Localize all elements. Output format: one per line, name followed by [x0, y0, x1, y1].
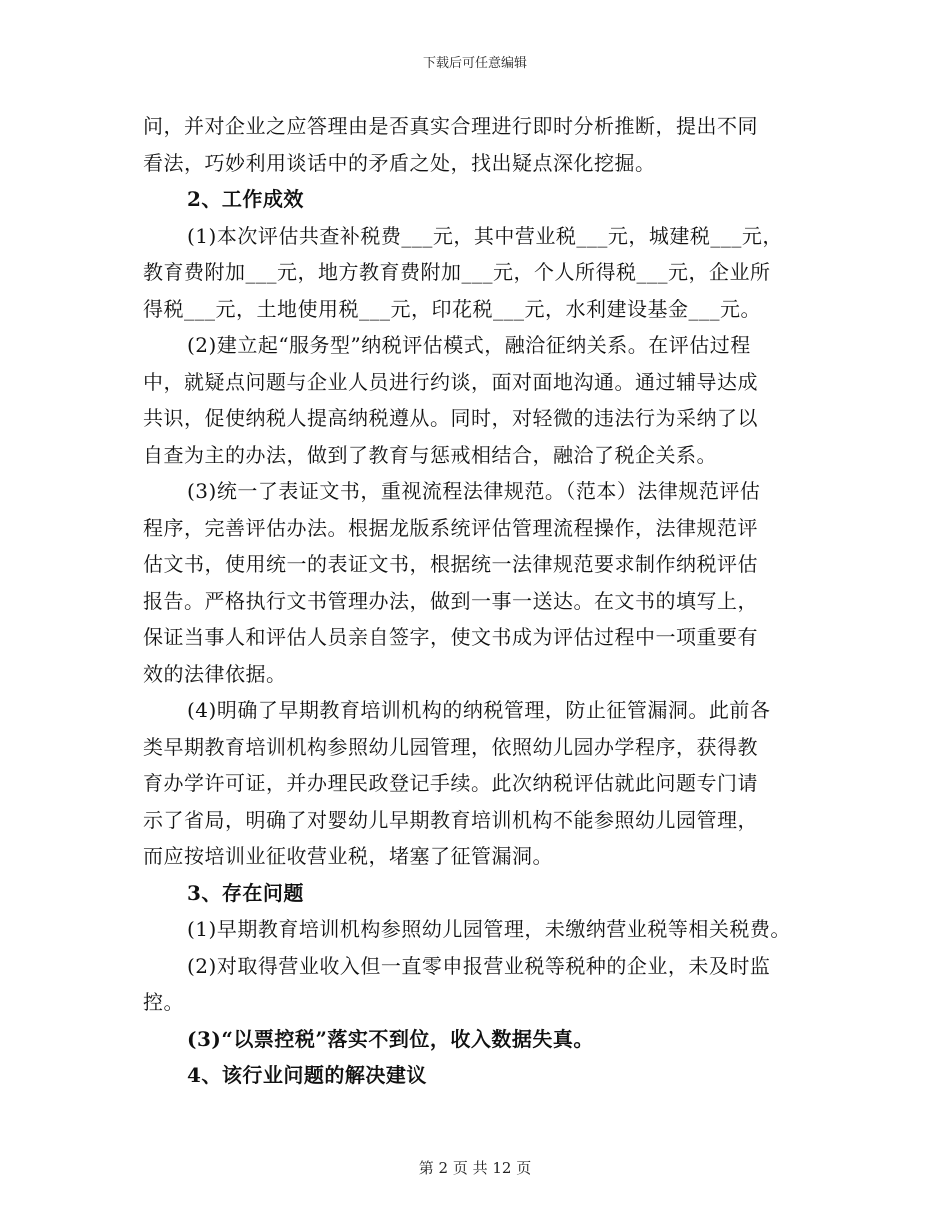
- section-heading-line: 4、该行业问题的解决建议: [187, 1063, 427, 1087]
- text-line: 看法，巧妙利用谈话中的矛盾之处，找出疑点深化挖掘。: [143, 150, 656, 175]
- text-line: 中，就疑点问题与企业人员进行约谈，面对面地沟通。通过辅导达成: [143, 369, 758, 394]
- text-line: 得税___元，土地使用税___元，印花税___元，水利建设基金___元。: [143, 296, 761, 321]
- text-line: 控。: [143, 990, 184, 1014]
- text-line: 问，并对企业之应答理由是否真实合理进行即时分析推断，提出不同: [143, 114, 758, 138]
- text-line: (1)本次评估共查补税费___元，其中营业税___元，城建税___元，: [187, 223, 783, 248]
- text-line: 教育费附加___元，地方教育费附加___元，个人所得税___元，企业所: [143, 260, 771, 284]
- text-line: (2)建立起“服务型”纳税评估模式，融洽征纳关系。在评估过程: [187, 333, 751, 357]
- text-line: 保证当事人和评估人员亲自签字，使文书成为评估过程中一项重要有: [143, 625, 758, 649]
- text-line: 报告。严格执行文书管理办法，做到一事一送达。在文书的填写上，: [143, 588, 758, 613]
- text-line: 程序，完善评估办法。根据龙版系统评估管理流程操作，法律规范评: [143, 515, 758, 540]
- document-body: [143, 108, 823, 1094]
- text-line: (3)统一了表证文书，重视流程法律规范。（范本）法律规范评估: [187, 479, 761, 503]
- text-line: (1)早期教育培训机构参照幼儿园管理，未缴纳营业税等相关税费。: [187, 917, 791, 941]
- section-heading-line: (3)“以票控税”落实不到位，收入数据失真。: [187, 1026, 594, 1051]
- page-footer: 第 2 页 共 12 页: [418, 1159, 532, 1177]
- text-line: (4)明确了早期教育培训机构的纳税管理，防止征管漏洞。此前各: [187, 698, 771, 722]
- text-line: 示了省局，明确了对婴幼儿早期教育培训机构不能参照幼儿园管理，: [143, 807, 758, 832]
- text-line: 效的法律依据。: [143, 661, 287, 686]
- text-line: 共识，促使纳税人提高纳税遵从。同时，对轻微的违法行为采纳了以: [143, 406, 758, 430]
- section-heading-line: 3、存在问题: [187, 880, 304, 905]
- text-line: 类早期教育培训机构参照幼儿园管理，依照幼儿园办学程序，获得教: [143, 734, 758, 759]
- text-line: (2)对取得营业收入但一直零申报营业税等税种的企业，未及时监: [187, 953, 771, 978]
- page-header: 下载后可任意编辑: [422, 56, 527, 71]
- text-line: 育办学许可证，并办理民政登记手续。此次纳税评估就此问题专门请: [143, 771, 758, 795]
- section-heading-line: 2、工作成效: [187, 187, 304, 211]
- text-line: 而应按培训业征收营业税，堵塞了征管漏洞。: [143, 844, 553, 868]
- text-line: 自查为主的办法，做到了教育与惩戒相结合，融洽了税企关系。: [143, 442, 717, 467]
- text-line: 估文书，使用统一的表证文书，根据统一法律规范要求制作纳税评估: [143, 552, 758, 576]
